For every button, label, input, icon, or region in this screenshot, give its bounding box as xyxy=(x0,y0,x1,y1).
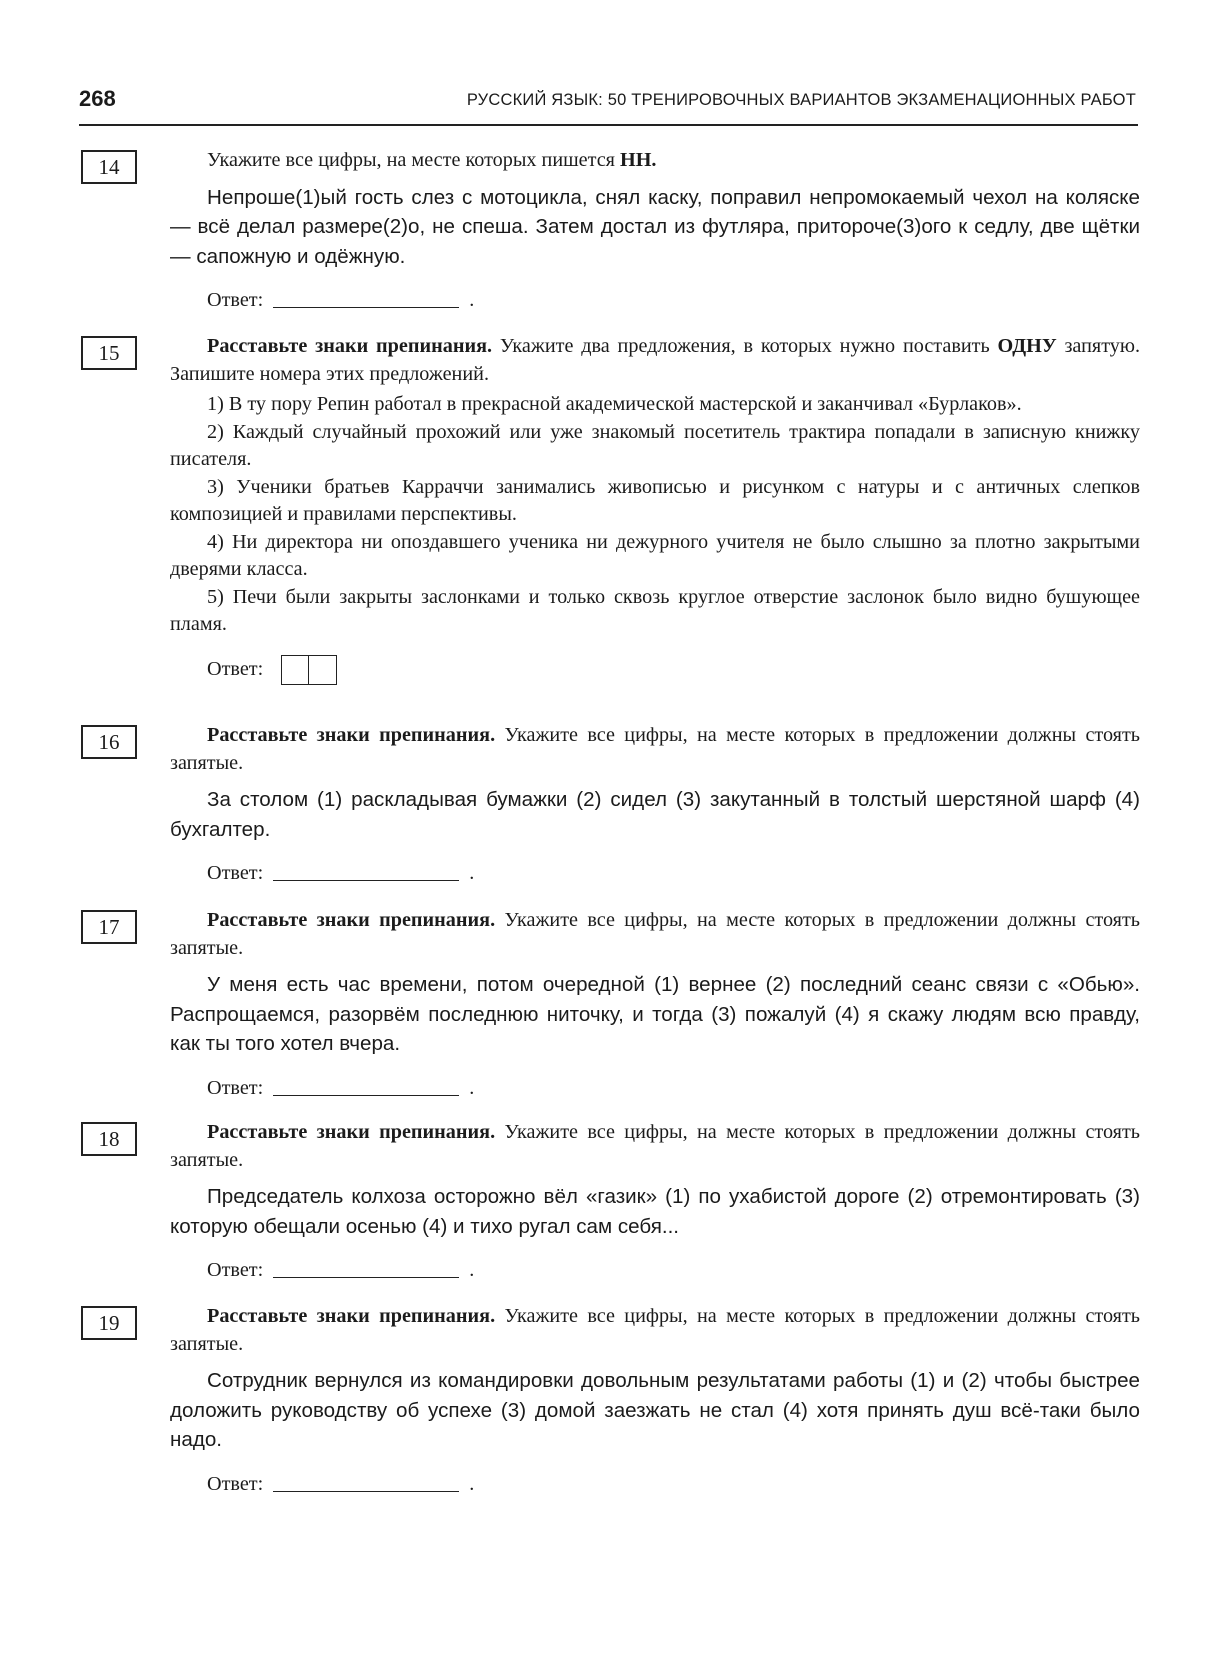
task-instruction: Укажите все цифры, на месте которых пишется НН. xyxy=(207,149,657,171)
task-text: Председатель колхоза осторожно вёл «газик» (1) по ухабистой дороге (2) отремонтировать (3) которую обещали осенью (4) и тихо ругал сам себя... xyxy=(170,1185,1140,1238)
answer-row: Ответ: . xyxy=(207,287,1140,314)
running-title: РУССКИЙ ЯЗЫК: 50 ТРЕНИРОВОЧНЫХ ВАРИАНТОВ ЭКЗАМЕНАЦИОННЫХ РАБОТ xyxy=(466,91,1136,109)
task-number-box: 19 xyxy=(81,1306,137,1340)
task-instruction: Расставьте знаки препинания. Укажите все цифры, на месте которых в предложении должны стоять запятые. xyxy=(170,909,1140,959)
task-text: Сотрудник вернулся из командировки довольным результатами работы (1) и (2) чтобы быстрее доложить руководству об успехе (3) домой заезжать не стал (4) хотя принять душ всё-таки было надо. xyxy=(170,1369,1140,1451)
header-rule xyxy=(79,124,1138,126)
task-instruction: Расставьте знаки препинания. Укажите два предложения, в которых нужно поставить ОДНУ запятую. Запишите номера этих предложений. xyxy=(170,335,1140,385)
answer-cell[interactable] xyxy=(309,655,337,685)
list-item: 3) Ученики братьев Карраччи занимались живописью и рисунком с натуры и с античных слепков композицией и правилами перспективы. xyxy=(170,475,1140,525)
task-number-box: 15 xyxy=(81,336,137,370)
list-item: 1) В ту пору Репин работал в прекрасной академической мастерской и заканчивал «Бурлаков». xyxy=(207,393,1022,415)
answer-field[interactable] xyxy=(273,307,459,308)
answer-row: Ответ: . xyxy=(207,1075,1140,1102)
task-number-box: 17 xyxy=(81,910,137,944)
task-number-box: 16 xyxy=(81,725,137,759)
task-number-box: 14 xyxy=(81,150,137,184)
task-instruction: Расставьте знаки препинания. Укажите все цифры, на месте которых в предложении должны стоять запятые. xyxy=(170,1121,1140,1171)
answer-cell[interactable] xyxy=(281,655,309,685)
answer-field[interactable] xyxy=(273,1491,459,1492)
answer-row: Ответ: . xyxy=(207,1471,1140,1498)
answer-row: Ответ: . xyxy=(207,860,1140,887)
answer-label: Ответ: xyxy=(207,1076,264,1099)
page-number: 268 xyxy=(79,86,116,111)
task-instruction: Расставьте знаки препинания. Укажите все цифры, на месте которых в предложении должны стоять запятые. xyxy=(170,724,1140,774)
task-text: За столом (1) раскладывая бумажки (2) сидел (3) закутанный в толстый шерстяной шарф (4) бухгалтер. xyxy=(170,788,1140,841)
task-text: У меня есть час времени, потом очередной (1) вернее (2) последний сеанс связи с «Обью». Распрощаемся, разорвём последнюю ниточку, и тогда (3) пожалуй (4) я скажу людям всю правду, как ты того хотел вчера. xyxy=(170,973,1140,1055)
list-item: 2) Каждый случайный прохожий или уже знакомый посетитель трактира попадали в записную книжку писателя. xyxy=(170,420,1140,470)
task-number-box: 18 xyxy=(81,1122,137,1156)
answer-row xyxy=(207,655,1140,685)
answer-field[interactable] xyxy=(273,1095,459,1096)
answer-field[interactable] xyxy=(273,1277,459,1278)
answer-field[interactable] xyxy=(273,880,459,881)
answer-label: Ответ: xyxy=(207,862,264,884)
answer-label: Ответ: xyxy=(207,1259,264,1281)
answer-label: Ответ: xyxy=(207,1472,264,1495)
answer-row: Ответ: . xyxy=(207,1257,1140,1284)
answer-cells xyxy=(281,655,337,685)
answer-label: Ответ: xyxy=(207,289,264,311)
task-text: Непроше(1)ый гость слез с мотоцикла, снял каску, поправил непромокаемый чехол на коляске — всё делал размере(2)о, не спеша. Затем достал из футляра, притороче(3)ого к седлу, две щётки — сапожную и одёжную. xyxy=(170,185,1140,268)
list-item: 5) Печи были закрыты заслонками и только сквозь круглое отверстие заслонок было видно бушующее пламя. xyxy=(170,585,1140,635)
list-item: 4) Ни директора ни опоздавшего ученика ни дежурного учителя не было слышно за плотно закрытыми дверями класса. xyxy=(170,530,1140,580)
task-instruction: Расставьте знаки препинания. Укажите все цифры, на месте которых в предложении должны стоять запятые. xyxy=(170,1305,1140,1355)
answer-label: Ответ: xyxy=(207,658,264,680)
